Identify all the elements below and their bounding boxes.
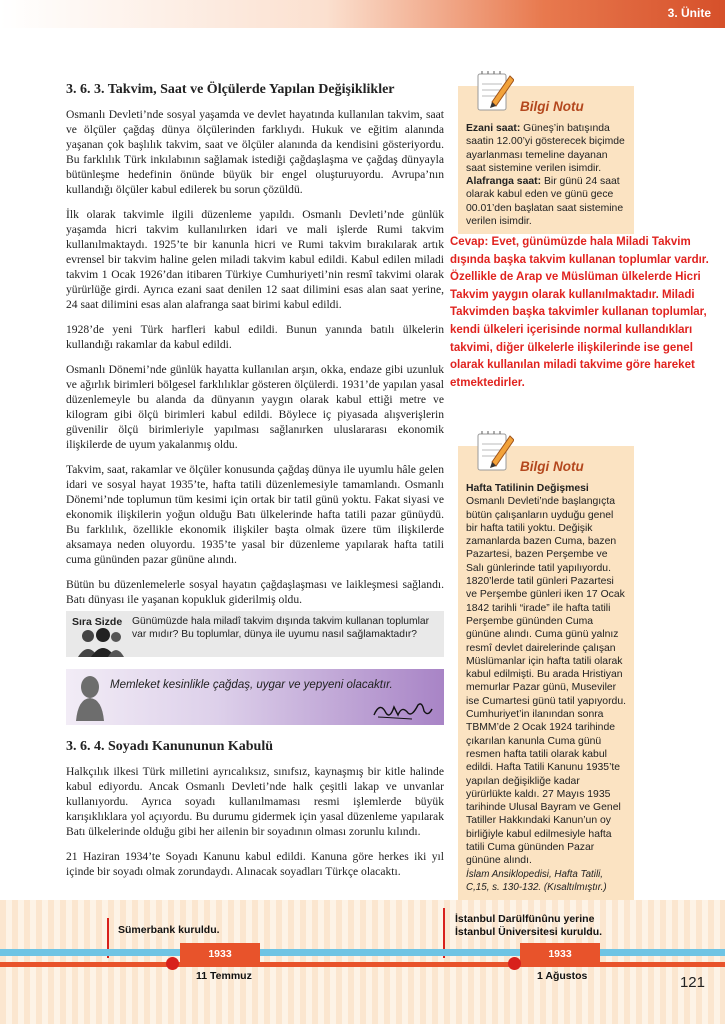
info-note-text: Osmanlı Devleti’nde başlangıçta bütün çalışanların uyduğu genel bir hafta tatili yoktu. Değişik zamanlarda bazen Cuma, bazen Pazartesi, bazen Perşembe ve Salı günlerinde tatil yapılıyordu. 1820’lerde tatil günleri Pazartesi ve Perşembe günleri iken 17 Ocak 1842 tarihli “irade” ile hafta tatili Perşembe gününden Cuma gününe alındı. Cuma günü yalnız resmî devlet dairelerinde çalışan Müslümanlar için hafta tatili olarak kabul edilmişti. Bu arada Hristiyan memurlar Pazar günü, Museviler ise Cumartesi günü tatil yapıyordu. Cumhuriyet’in ilanından sonra TBMM’de 2 Ocak 1924 tarihinde çıkarılan kanunla Cuma günü resmen hafta tatili olarak kabul edildi. Hafta Tatili Kanunu 1935’te yapılan değişikliğe kadar yürürlükte kaldı. 27 Mayıs 1935 tarihinde Ulusal Bayram ve Genel Tatiller Hakkındaki Kanun’un oy birliğiyle kabul edilmesiyle hafta tatili Cuma gününden Pazar gününe alındı. (466, 496, 626, 867)
definition-ezani: Güneş’in batışında saatin 12.00’yi gösterecek biçimde ayarlanması temeline dayanan saat sistemine verilen isimdir. (466, 123, 625, 174)
timeline-line-red (0, 962, 725, 967)
paragraph: Osmanlı Devleti’nde sosyal yaşamda ve devlet hayatında kullanılan takvim, saat ve ölçüler çağdaş dünya ölçülerinden farklıydı. Hukuk ve eğitim alanında yaşanan çok başlılık takvim, saat ve ölçüler alanında da kendisini gösteriyordu. Bu farklılık Türk inkılabının sağlamak istediği çağdaşlaşma ve çağdaş dünyayla bütünleşme hedefinin önünde büyük bir engel oluşturuyordu. Avrupa’nın kullandığı ölçüler kabul edilerek bu sorun çözüldü. (66, 108, 444, 196)
info-note-weekend (458, 446, 634, 900)
answer-text: Cevap: Evet, günümüzde hala Miladi Takvim dışında başka takvim kullanan toplumlar vardır. Özellikle de Arap ve Müslüman ülkelerde Hicri Takvim yaygın olarak kullanılmaktadır. Miladi Takvimden başka takvimler kullanan toplumlar, kendi ülkeleri içerisinde normal kullandıkları takvimi, diğer ülkelerle ilişkilerinde ise genel olarak kullanılan miladi takvime göre hareket etmektedirler. (450, 236, 709, 389)
info-note-box (458, 446, 634, 900)
timeline-marker (508, 957, 521, 970)
sira-sizde-header (66, 611, 128, 657)
timeline-date: 1 Ağustos (537, 970, 588, 982)
timeline-line-blue (0, 949, 725, 956)
notepad-pencil-icon (474, 428, 514, 474)
sira-sizde-label: Sıra Sizde (72, 616, 123, 628)
unit-label: 3. Ünite (667, 6, 711, 20)
paragraph: İlk olarak takvimle ilgili düzenleme yapıldı. Osmanlı Devleti’nde günlük yaşamda hicri takvim kullanılırken idari ve mali işlerde Rumi takvim kullanılmaktaydı. 1925’te bir kanunla hicri ve Rumi takvim bırakılarak artık evrensel bir takvim haline gelen miladi takvim kabul edildi. Kabul edilen miladi takvim 1 Ocak 1926’dan itibaren Türkiye Cumhuriyeti’nin resmî takvimi olarak yürürlüğe girdi. Ayrıca ezani saat denilen 12 saat dilimini esas alan saat yerine, 24 saat dilimini esas alan alafranga saat birimi kabul edildi. (66, 208, 444, 311)
ataturk-signature (372, 697, 434, 721)
info-note-source: İslam Ansiklopedisi, Hafta Tatili, C,15, s. 130-132. (Kısaltılmıştır.) (466, 868, 607, 893)
info-note-title: Bilgi Notu (520, 99, 584, 114)
info-note-title: Bilgi Notu (520, 459, 584, 474)
info-note-header (466, 452, 626, 482)
info-note-body (466, 482, 626, 894)
timeline-date: 11 Temmuz (196, 970, 252, 982)
quote-text: Memleket kesinlikle çağdaş, uygar ve yepyeni olacaktır. (110, 679, 393, 691)
ataturk-quote-banner (66, 669, 444, 725)
section-title-calendar: 3. 6. 3. Takvim, Saat ve Ölçülerde Yapılan Değişiklikler (66, 82, 395, 97)
sira-sizde-question: Günümüzde hala miladî takvim dışında takvim kullanan toplumlar var mıdır? Bu toplumlar, dünya ile uyumu nasıl sağlamaktadır? (132, 616, 430, 640)
notepad-pencil-icon (474, 68, 514, 114)
info-note-box (458, 86, 634, 234)
header-bar (0, 0, 725, 28)
info-note-body (466, 122, 626, 228)
people-icon (76, 627, 124, 657)
timeline-marker (166, 957, 179, 970)
timeline-event-label: İstanbul Darülfünûnu yerine (455, 913, 595, 925)
paragraph: Halkçılık ilkesi Türk milletini ayrıcalıksız, sınıfsız, kaynaşmış bir kitle halinde kabul ediyordu. Ancak Osmanlı Devleti’nde halk çeşitli lakap ve unvanlar kullanıyordu. Ayrıca soyadı kullanılmaması resmi işlemlerde büyük karışıklıklara yol açıyordu. Bu durumu gidermek için yasal düzenleme yapılarak Batı ülkelerinde olduğu gibi her ailenin bir soyadının olması zorunlu kılındı. (66, 765, 444, 838)
ataturk-silhouette-icon (72, 673, 106, 721)
info-note-heading: Hafta Tatilinin Değişmesi (466, 483, 589, 494)
page-number: 121 (679, 974, 705, 991)
paragraph: Bütün bu düzenlemelerle sosyal hayatın çağdaşlaşması ve laikleşmesi sağlandı. Batı dünyası ile yaşanan kopukluk giderilmiş oldu. (66, 578, 444, 606)
paragraph: 21 Haziran 1934’te Soyadı Kanunu kabul edildi. Kanuna göre herkes iki yıl içinde bir soyadı olmak zorundaydı. Alınacak soyadları Türkçe olacaktı. (66, 850, 444, 878)
sira-sizde-box (66, 611, 444, 657)
timeline-year-badge: 1933 (180, 943, 260, 965)
definition-alafranga: Bir günü 24 saat olarak kabul eden ve günü gece 00.01’den başlatan saat sistemine verilen isimdir. (466, 176, 624, 228)
info-note-header (466, 92, 626, 122)
timeline-year-badge: 1933 (520, 943, 600, 965)
timeline-event-label: Sümerbank kuruldu. (118, 924, 220, 936)
info-note-time (458, 86, 634, 234)
paragraph: Osmanlı Dönemi’nde günlük hayatta kullanılan arşın, okka, endaze gibi uzunluk ve ağırlık birimleri bölgesel farklılıklar gösteren ölçülerdi. 1931’de yapılan yasal düzenlemeyle bu alanda da dünyanın yaygın olarak kabul ettiği metre ve kilogram gibi ölçü birimleri kabul edildi. Böylece iç piyasada alışverişlerin güvenilir ölçü birimleriyle yapılması sağlanırken uluslararası ekonomik ilişkilerde de uyum yakalanmış oldu. (66, 363, 444, 451)
main-column (66, 82, 444, 889)
timeline-event-label: İstanbul Üniversitesi kuruldu. (455, 926, 603, 938)
paragraph: 1928’de yeni Türk harfleri kabul edildi. Bunun yanında batılı ülkelerin kullandığı rakamlar da kabul edildi. (66, 323, 444, 351)
section-title-surname-law: 3. 6. 4. Soyadı Kanununun Kabulü (66, 739, 273, 754)
term-ezani: Ezani saat: (466, 123, 521, 134)
term-alafranga: Alafranga saat: (466, 176, 542, 188)
paragraph: Takvim, saat, rakamlar ve ölçüler konusunda çağdaş dünya ile uyumlu hâle gelen idari ve sosyal hayat 1935’te, hafta tatili düzenlemesiyle tamamlandı. Osmanlı Dönemi’nde toplumun tüm kesimi için ortak bir tatil günü yoktu. Fakat siyasi ve ekonomik ilişkilerin yoğun olduğu Batı ülkelerinde hafta tatili pazar günüydü. Bu farklılık, özellikle ekonomik ilişkiler başta olmak üzere tüm ilişkilerde aksamaya neden oluyordu. 1935’te yasal bir düzenleme yapılarak hafta tatili cuma gününden pazar gününe alındı. (66, 463, 444, 566)
